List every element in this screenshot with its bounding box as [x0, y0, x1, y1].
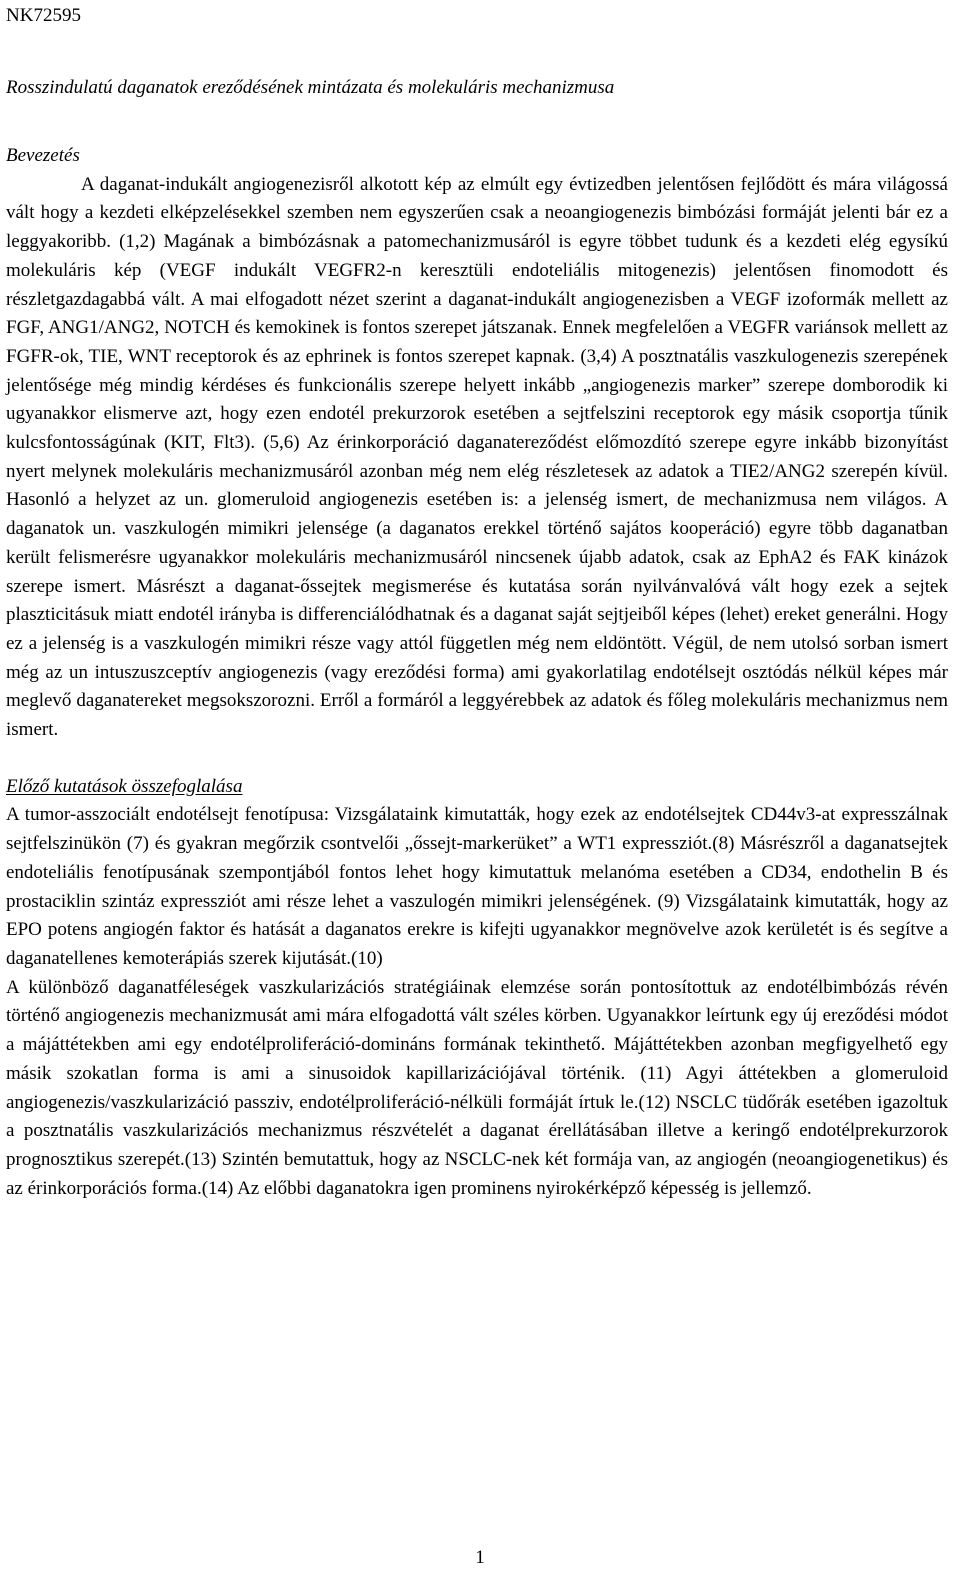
intro-heading: Bevezetés — [6, 145, 80, 166]
document-page — [6, 0, 948, 1203]
document-title: Rosszindulatú daganatok ereződésének mintázata és molekuláris mechanizmusa — [6, 77, 615, 98]
previous-research-paragraph-2: A különböző daganatféleségek vaszkularizációs stratégiáinak elemzése során pontosítottuk az endotélbimbózás révén történő angiogenezis mechanizmusát ami mára elfogadottá vált széles körben. Ugyanakkor leírtunk egy új ereződési módot a májáttétekben ami egy endotélproliferáció-domináns formának tekinthető. Májáttétekben azonban megfigyelhető egy másik szokatlan forma is ami a sinusoidok kapillarizációjával történik. (11) Agyi áttétekben a glomeruloid angiogenezis/vaszkularizáció passziv, endotélproliferáció-nélküli formáját írtuk le.(12) NSCLC tüdőrák esetében igazoltuk a posztnatális vaszkularizációs mechanizmus részvételét a daganat érellátásában illetve a keringő endotélprekurzorok prognosztikus szerepét.(13) Szintén bemutattuk, hogy az NSCLC-nek két formája van, az angiogén (neoangiogenetikus) és az érinkorporációs forma.(14) Az előbbi daganatokra igen prominens nyirokérképző képesség is jellemző. — [6, 976, 948, 1199]
document-id: NK72595 — [6, 5, 81, 26]
previous-research-heading: Előző kutatások összefoglalása — [6, 775, 243, 797]
previous-research-paragraph-1: A tumor-asszociált endotélsejt fenotípusa: Vizsgálataink kimutatták, hogy ezek az endotélsejtek CD44v3-at expresszálnak sejtfelszinükön (7) és gyakran megőrzik csontvelői „őssejt-markerüket” a WT1 expressziót.(8) Másrészről a daganatsejtek endoteliális fenotípusának szempontjából fontos lehet hogy kimutattuk melanóma esetében a CD34, endothelin B és prostaciklin szintáz expressziót ami része lehet a vaszulogén mimikri jelenségének. (9) Vizsgálataink kimutatták, hogy az EPO potens angiogén faktor és hatását a daganatos erekre is kifejti ugyanakkor megnövelve azok kerületét is és segítve a daganatellenes kemoterápiás szerek kijutását.(10) — [6, 804, 948, 969]
intro-paragraph: A daganat-indukált angiogenezisről alkotott kép az elmúlt egy évtizedben jelentősen fejlődött és mára világossá vált hogy a kezdeti elképzelésekkel szemben nem egyszerűen csak a neoangiogenezis bimbózási formáját jelenti bár ez a leggyakoribb. (1,2) Magának a bimbózásnak a patomechanizmusáról is egyre többet tudunk és a kezdeti elég egysíkú molekuláris kép (VEGF indukált VEGFR2-n keresztüli endoteliális mitogenezis) jelentősen finomodott és részletgazdagabbá vált. A mai elfogadott nézet szerint a daganat-indukált angiogenezisben a VEGF izoformák mellett az FGF, ANG1/ANG2, NOTCH és kemokinek is fontos szerepet játszanak. Ennek megfelelően a VEGFR variánsok mellett az FGFR-ok, TIE, WNT receptorok és az ephrinek is fontos szerepet kapnak. (3,4) A posztnatális vaszkulogenezis szerepének jelentősége még mindig kérdéses és funkcionális szerepe helyett inkább „angiogenezis marker” szerepe domborodik ki ugyanakkor elismerve azt, hogy ezen endotél prekurzorok esetében a sejtfelszini receptorok egy másik csoportja tűnik kulcsfontosságúnak (KIT, Flt3). (5,6) Az érinkorporáció daganatereződést előmozdító szerepe egyre inkább bizonyítást nyert melynek molekuláris mechanizmusáról azonban még nem elég részletesek az adatok a TIE2/ANG2 szerepén kívül. Hasonló a helyzet az un. glomeruloid angiogenezis esetében is: a jelenség ismert, de mechanizmusa nem világos. A daganatok un. vaszkulogén mimikri jelensége (a daganatos erekkel történő sajátos kooperáció) egyre több daganatban került felismerésre ugyanakkor molekuláris mechanizmusáról nincsenek újabb adatok, csak az EphA2 és FAK kinázok szerepe ismert. Másrészt a daganat-őssejtek megismerése és kutatása során nyilvánvalóvá vált hogy ezek a sejtek plaszticitásuk miatt endotél irányba is differenciálódhatnak és a daganat saját sejtjeiből képes (lehet) ereket generálni. Hogy ez a jelenség is a vaszkulogén mimikri része vagy attól független még nem eldöntött. Végül, de nem utolsó sorban ismert még az un intuszuszceptív angiogenezis (vagy ereződési forma) ami gyakorlatilag endotélsejt osztódás nélkül képes már meglevő daganatereket megsokszorozni. Erről a formáról a leggyérebbek az adatok és főleg molekuláris mechanizmus nem ismert. — [6, 173, 948, 741]
previous-research-section — [6, 773, 948, 1204]
page-number: 1 — [475, 1547, 485, 1568]
intro-section — [6, 142, 948, 745]
